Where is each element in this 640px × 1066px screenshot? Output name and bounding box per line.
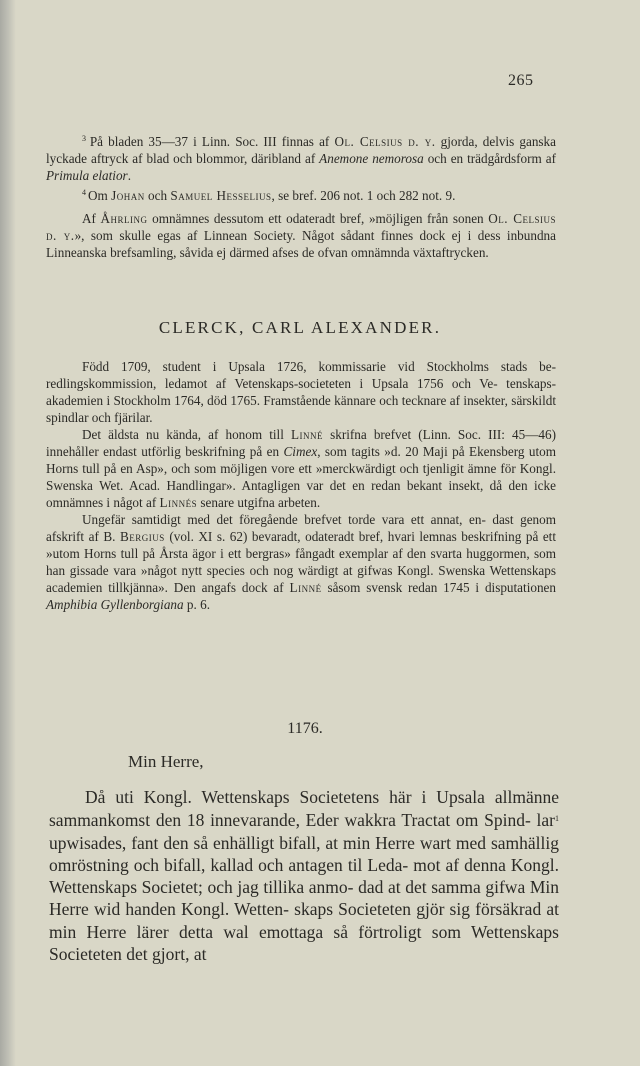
letter-paragraph: Då uti Kongl. Wettenskaps Societetens här i Upsala allmänne sammankomst den 18 innevarande, Eder wakkra Tractat om Spind- lar$^1$ upwisades, fant den så enhälligt bifall, at min Herre wart med samhällig omröstning och bifall, kallad och antagen til Leda- mot af denna Kongl. Wettenskaps Societet; och jag tillika anmo- dad at det samma gifwa Min Herre wid handen Kongl. Wetten- skaps Societeten gjör sig försäkrad at min Herre lärer detta wal emottaga så förtroligt som Wettenskaps Societeten det gjort, at [49,787,559,965]
footnote-marker: 4 [82,188,88,197]
bio-paragraph-3: Ungefär samtidigt med det föregående brefvet torde vara ett annat, en- dast genom afskrift af B. Bergius (vol. XI s. 62) bevaradt, odateradt bref, hvari lemnas beskrifning på ett »utom Horns tull på Årsta ägor i ett bergras» fångadt exemplar af den svarta huggormen, som han gissade vara »något nytt species och nog wärdigt at gifwas Kongl. Swenska Wettenskaps academien tillkjänna». Den angafs dock af Linné såsom svensk redan 1745 i disputationen Amphibia Gyllenborgiana p. 6. [46,512,556,612]
bio-paragraph-1: Född 1709, student i Upsala 1726, kommissarie vid Stockholms stads be- redlingskommission, ledamot af Vetenskaps-societeten i Upsala 1756 och Ve- tenskaps-akademien i Stockholm 1764, död 1765. Framstående kännare och tecknare af insekter, särskildt spindlar och fjärilar. [46,359,556,425]
page-number: 265 [508,72,534,89]
footnotes [46,130,556,204]
footnote-3: $^3$ På bladen 35—37 i Linn. Soc. III finnas af Ol. Celsius d. y. gjorda, delvis ganska lyckade aftryck af blad och blommor, däribland af Anemone nemorosa och en trädgårdsform af Primula elatior. [46,134,557,183]
letter-body [49,786,559,965]
letter-number: 1176. [287,720,323,737]
letter-salutation: Min Herre, [128,752,204,771]
biography [46,358,556,613]
note-extra-text: Af Åhrling omnämnes dessutom ett odateradt bref, »möjligen från sonen Ol. Celsius d. y.», som skulle egas af Linnean Society. Något sådant finnes dock ej i dess inbundna Linneanska brefsamling, såvida ej därmed afses de ofvan omnämnda växtaftrycken. [46,211,557,260]
note-extra-paragraph [46,210,556,261]
section-heading: CLERCK, CARL ALEXANDER. [158,318,442,337]
page-gutter-shadow [0,0,16,1066]
footnote-4: $^4$ Om Johan och Samuel Hesselius, se bref. 206 not. 1 och 282 not. 9. [82,188,456,203]
bio-paragraph-2: Det äldsta nu kända, af honom till Linné skrifna brefvet (Linn. Soc. III: 45—46) innehåller endast utförlig beskrifning på en Cimex, som tagits »d. 20 Maji på Ekensberg utom Horns tull på en Asp», och som möjligen vore ett »merckwärdigt och tjenligit ämne för Kongl. Swenska Wet. Acad. Handlingar». Antagligen var det en redan bekant insekt, då den icke omnämnes i något af Linnés senare utgifna arbeten. [46,427,556,510]
footnote-marker: 3 [82,134,90,143]
